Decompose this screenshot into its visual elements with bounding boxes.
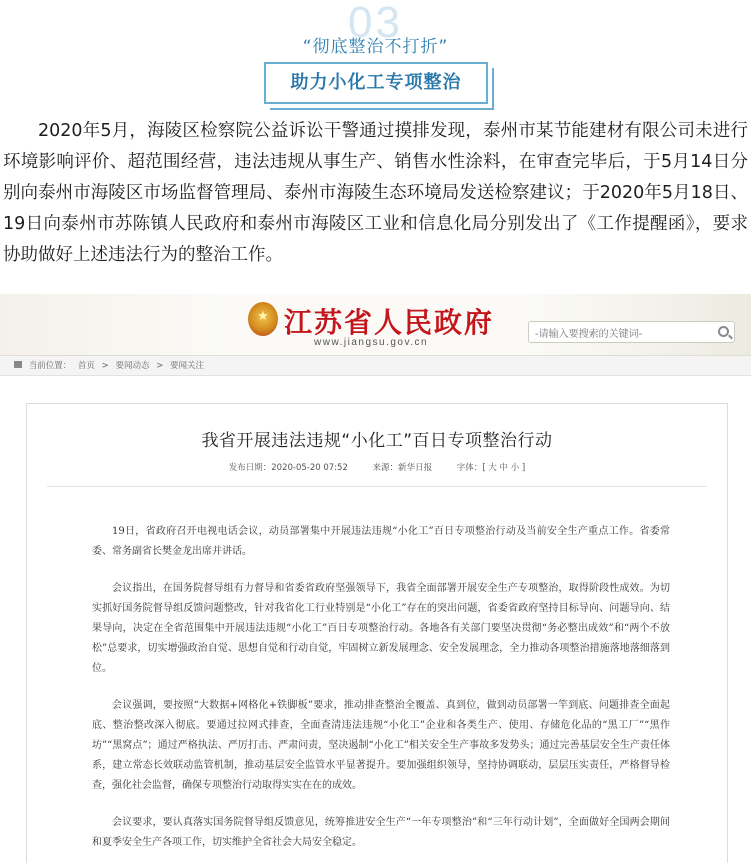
breadcrumb-separator: > xyxy=(156,361,164,371)
gov-site-name: 江苏省人民政府 xyxy=(284,306,495,339)
national-emblem-icon xyxy=(248,302,278,336)
search-icon[interactable] xyxy=(718,326,729,337)
breadcrumb xyxy=(0,356,751,376)
search-box xyxy=(528,321,735,343)
breadcrumb-focus[interactable]: 要闻关注 xyxy=(170,361,205,371)
gov-banner xyxy=(0,294,751,356)
section-number: 03 xyxy=(348,0,403,47)
section-header xyxy=(0,0,751,110)
home-icon xyxy=(14,361,22,368)
article-title: 我省开展违法违规“小化工”百日专项整治行动 xyxy=(201,431,553,451)
breadcrumb-news[interactable]: 要闻动态 xyxy=(115,361,150,371)
article-paragraph: 会议强调，要按照“大数据+网格化+铁脚板”要求，推动排查整治全覆盖、真到位，做到动员部署一竿到底、问题排查全面起底、整治整改深入彻底。要通过拉网式排查，全面查清违法违规“小化工”企业和各类生产、使用、存储危化品的“黑工厂”“黑作坊”“黑窝点”；通过严格执法、严厉打击、严肃问责，坚决遏制“小化工”相关安全生产事故多发势头；通过完善基层安全生产责任体系，建立常态长效联动监管机制，推动基层安全监管水平显著提升。要加强组织领导，坚持协调联动，层层压实责任，严格督导检查，强化社会监督，确保专项整治行动取得实实在在的成效。 xyxy=(92,700,670,791)
gov-site-url: www.jiangsu.gov.cn xyxy=(314,337,429,348)
section-title-box xyxy=(264,62,488,104)
article-paragraph: 会议指出，在国务院督导组有力督导和省委省政府坚强领导下，我省全面部署开展安全生产专项整治，取得阶段性成效。为切实抓好国务院督导组反馈问题整改，针对我省化工行业特别是“小化工”存在的突出问题，省委省政府坚持目标导向、问题导向、结果导向，决定在全省范围集中开展违法违规“小化工”百日专项整治行动。各地各有关部门要坚决贯彻“务必整出成效”和“两个不放松”总要求，切实增强政治自觉、思想自觉和行动自觉，牢固树立新发展理念、安全发展理念，全力推动各项整治措施落地落细落到位。 xyxy=(92,583,670,674)
breadcrumb-home[interactable]: 首页 xyxy=(77,361,95,371)
article-paragraph: 19日，省政府召开电视电话会议，动员部署集中开展违法违规“小化工”百日专项整治行动及当前安全生产重点工作。省委常委、常务副省长樊金龙出席并讲话。 xyxy=(92,526,670,557)
article-meta xyxy=(27,461,727,473)
article-divider xyxy=(47,486,707,487)
article-body xyxy=(92,522,670,863)
article-source: 来源：新华日报 xyxy=(372,463,433,473)
breadcrumb-separator: > xyxy=(101,361,109,371)
main-paragraph: 2020年5月，海陵区检察院公益诉讼干警通过摸排发现，泰州市某节能建材有限公司未进行环境影响评价、超范围经营，违法违规从事生产、销售水性涂料，在审查完毕后，于5月14日分别向泰州市海陵区市场监督管理局、泰州市海陵生态环境局发送检察建议；于2020年5月18日、19日向泰州市苏陈镇人民政府和泰州市海陵区工业和信息化局分别发出了《工作提醒函》，要求协助做好上述违法行为的整治工作。 xyxy=(3,121,748,265)
font-size-selector[interactable]: 字体：[ 大 中 小 ] xyxy=(456,463,526,473)
breadcrumb-label: 当前位置： xyxy=(28,361,72,371)
gov-site-screenshot xyxy=(0,294,751,863)
section-title: 助力小化工专项整治 xyxy=(290,72,462,93)
section-subtitle: “彻底整治不打折” xyxy=(302,37,449,57)
search-input[interactable] xyxy=(529,325,709,345)
article-paragraph: 会议要求，要认真落实国务院督导组反馈意见，统筹推进安全生产“一年专项整治”和“三年行动计划”，全面做好全国两会期间和夏季安全生产各项工作，切实维护全省社会大局安全稳定。 xyxy=(92,817,670,848)
publish-time: 发布日期：2020-05-20 07:52 xyxy=(228,463,348,473)
article-card xyxy=(26,403,728,863)
